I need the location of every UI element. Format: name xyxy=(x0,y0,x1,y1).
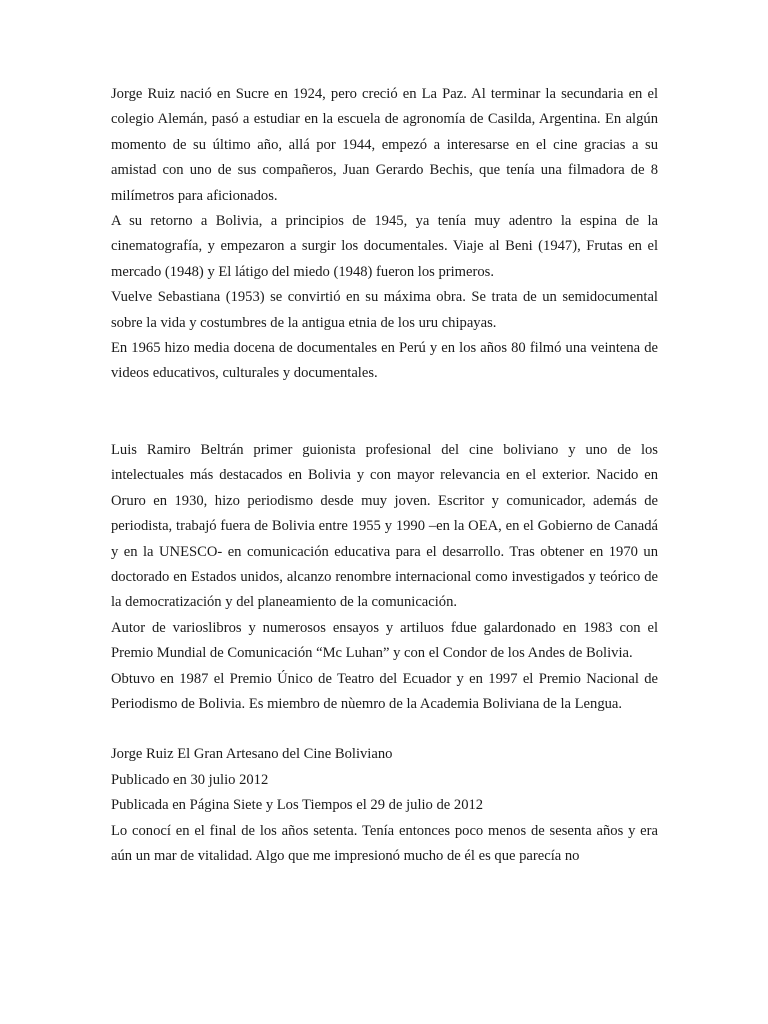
article-published-date: Publicado en 30 julio 2012 xyxy=(111,771,269,788)
section-spacer xyxy=(111,717,658,742)
paragraph-ruiz-return: A su retorno a Bolivia, a principios de 1945, ya tenía muy adentro la espina de la cinematografía, y empezaron a surgir los documentales. Viaje al Beni (1947), Frutas en el mercado (1948) y El látigo del miedo (1948) fueron los primeros. xyxy=(111,213,658,280)
section-spacer xyxy=(111,387,658,438)
paragraph-beltran-bio: Luis Ramiro Beltrán primer guionista profesional del cine boliviano y uno de los intelectuales más destacados en Bolivia y con mayor relevancia en el exterior. Nacido en Oruro en 1930, hizo periodismo desde muy joven. Escritor y comunicador, además de periodista, trabajó fuera de Bolivia entre 1955 y 1990 –en la OEA, en el Gobierno de Canadá y en la UNESCO- en comunicación educativa para el desarrollo. Tras obtener en 1970 un doctorado en Estados unidos, alcanzo renombre internacional como investigados y teórico de la democratización y del planeamiento de la comunicación. xyxy=(111,441,658,611)
document-body xyxy=(111,82,658,869)
article-body-start: Lo conocí en el final de los años setenta. Tenía entonces poco menos de sesenta años y era aún un mar de vitalidad. Algo que me impresionó mucho de él es que parecía no xyxy=(111,822,658,864)
paragraph-ruiz-sebastiana: Vuelve Sebastiana (1953) se convirtió en su máxima obra. Se trata de un semidocumental sobre la vida y costumbres de la antigua etnia de los uru chipayas. xyxy=(111,289,658,331)
article-publication-info: Publicada en Página Siete y Los Tiempos el 29 de julio de 2012 xyxy=(111,797,484,814)
paragraph-beltran-awards: Autor de varioslibros y numerosos ensayos y artiluos fdue galardonado en 1983 con el Premio Mundial de Comunicación “Mc Luhan” y con el Condor de los Andes de Bolivia. xyxy=(111,619,658,662)
paragraph-ruiz-later-work: En 1965 hizo media docena de documentales en Perú y en los años 80 filmó una veintena de videos educativos, culturales y documentales. xyxy=(111,340,658,382)
paragraph-ruiz-bio: Jorge Ruiz nació en Sucre en 1924, pero creció en La Paz. Al terminar la secundaria en el colegio Alemán, pasó a estudiar en la escuela de agronomía de Casilda, Argentina. En algún momento de su último año, allá por 1944, empezó a interesarse en el cine gracias a su amistad con uno de sus compañeros, Juan Gerardo Bechis, que tenía una filmadora de 8 milímetros para aficionados. xyxy=(111,86,658,204)
paragraph-beltran-prizes: Obtuvo en 1987 el Premio Único de Teatro del Ecuador y en 1997 el Premio Nacional de Periodismo de Bolivia. Es miembro de nùemro de la Academia Boliviana de la Lengua. xyxy=(111,670,658,712)
article-title: Jorge Ruiz El Gran Artesano del Cine Boliviano xyxy=(111,746,393,763)
